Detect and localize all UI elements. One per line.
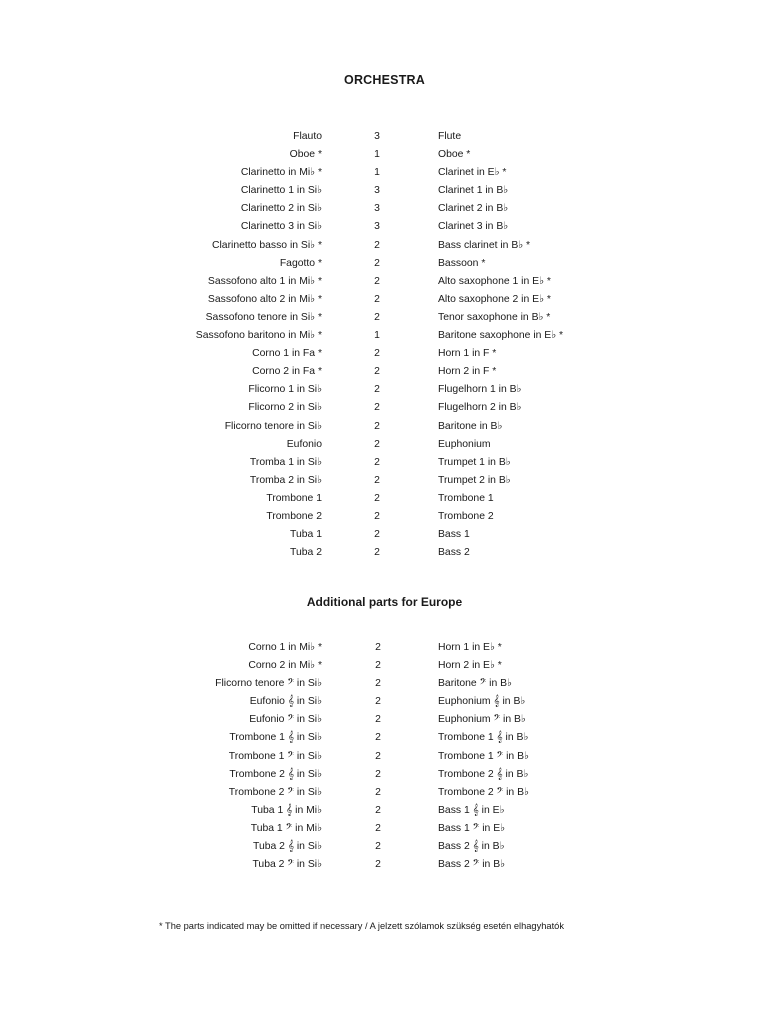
table-row [0, 255, 769, 273]
europe-instrument-table [0, 639, 769, 874]
english-name: Bass 1 [438, 529, 470, 541]
part-count: 2 [374, 438, 380, 450]
english-name: Horn 1 in E♭ * [438, 642, 502, 653]
part-count: 2 [375, 768, 381, 780]
italian-name: Clarinetto basso in Si♭ * [211, 239, 322, 251]
part-count: 2 [374, 492, 380, 504]
part-count: 2 [374, 420, 380, 432]
english-name: Euphonium 𝄞 in B♭ [438, 696, 526, 708]
table-row [0, 856, 769, 874]
english-name: Clarinet 3 in B♭ [438, 221, 509, 233]
part-count: 2 [375, 660, 381, 672]
table-row [0, 291, 769, 309]
italian-name: Tuba 2 𝄢 in Si♭ [252, 859, 322, 871]
italian-name: Eufonio 𝄢 in Si♭ [249, 714, 322, 726]
italian-name: Flicorno tenore in Si♭ [224, 420, 322, 432]
part-count: 2 [374, 275, 380, 287]
part-count: 2 [374, 311, 380, 323]
english-name: Horn 1 in F * [438, 348, 497, 360]
table-row [0, 639, 769, 657]
table-row [0, 729, 769, 747]
english-name: Trombone 1 [438, 492, 494, 504]
italian-name: Trombone 2 [266, 510, 322, 522]
table-row [0, 436, 769, 454]
part-count: 3 [374, 131, 380, 142]
table-row [0, 128, 769, 146]
part-count: 2 [374, 547, 380, 559]
table-row [0, 182, 769, 200]
english-name: Tenor saxophone in B♭ * [438, 311, 551, 323]
table-row [0, 200, 769, 218]
part-count: 2 [374, 366, 380, 378]
italian-name: Tromba 2 in Si♭ [249, 474, 322, 486]
italian-name: Trombone 2 𝄢 in Si♭ [228, 786, 322, 798]
italian-name: Flicorno tenore 𝄢 in Si♭ [215, 678, 322, 690]
part-count: 2 [374, 239, 380, 251]
italian-name: Eufonio [286, 438, 322, 450]
part-count: 2 [374, 384, 380, 396]
italian-name: Sassofono baritono in Mi♭ * [195, 330, 322, 342]
table-row [0, 748, 769, 766]
table-row [0, 345, 769, 363]
english-name: Euphonium 𝄢 in B♭ [438, 714, 526, 726]
italian-name: Trombone 1 𝄢 in Si♭ [228, 750, 322, 762]
italian-name: Clarinetto in Mi♭ * [240, 167, 322, 179]
italian-name: Sassofono tenore in Si♭ * [205, 311, 322, 323]
italian-name: Sassofono alto 2 in Mi♭ * [207, 293, 322, 305]
table-row [0, 273, 769, 291]
italian-name: Oboe * [289, 149, 322, 161]
english-name: Bass clarinet in B♭ * [438, 239, 531, 251]
part-count: 1 [374, 330, 380, 342]
english-name: Clarinet 2 in B♭ [438, 203, 509, 215]
part-count: 2 [375, 732, 381, 744]
table-row [0, 309, 769, 327]
italian-name: Sassofono alto 1 in Mi♭ * [207, 275, 322, 287]
english-name: Horn 2 in E♭ * [438, 660, 502, 672]
part-count: 1 [374, 167, 380, 179]
part-count: 2 [375, 786, 381, 798]
part-count: 3 [374, 221, 380, 233]
english-name: Euphonium [438, 438, 491, 450]
table-row [0, 146, 769, 164]
table-row [0, 472, 769, 490]
english-name: Oboe * [438, 149, 471, 161]
english-name: Baritone in B♭ [438, 420, 503, 432]
part-count: 2 [374, 402, 380, 414]
english-name: Bass 2 𝄢 in B♭ [438, 859, 506, 871]
part-count: 2 [375, 642, 381, 653]
part-count: 2 [375, 822, 381, 834]
english-name: Bassoon * [438, 257, 486, 269]
part-count: 2 [374, 293, 380, 305]
part-count: 2 [375, 859, 381, 871]
english-name: Alto saxophone 1 in E♭ * [438, 275, 551, 287]
english-name: Trumpet 1 in B♭ [438, 456, 511, 468]
italian-name: Flauto [293, 131, 322, 142]
english-name: Flugelhorn 1 in B♭ [438, 384, 522, 396]
table-row [0, 838, 769, 856]
english-name: Flute [438, 131, 462, 142]
italian-name: Trombone 1 𝄞 in Si♭ [229, 732, 322, 744]
table-row [0, 784, 769, 802]
english-name: Baritone saxophone in E♭ * [438, 330, 564, 342]
table-row [0, 454, 769, 472]
part-count: 2 [375, 804, 381, 816]
table-row [0, 657, 769, 675]
table-row [0, 711, 769, 729]
table-row [0, 218, 769, 236]
table-row [0, 363, 769, 381]
part-count: 2 [375, 841, 381, 853]
italian-name: Clarinetto 1 in Si♭ [240, 185, 322, 197]
part-count: 2 [375, 714, 381, 726]
english-name: Flugelhorn 2 in B♭ [438, 402, 522, 414]
italian-name: Tuba 1 [290, 529, 322, 541]
italian-name: Corno 2 in Fa * [252, 366, 322, 378]
italian-name: Clarinetto 3 in Si♭ [240, 221, 322, 233]
english-name: Trombone 1 𝄞 in B♭ [438, 732, 529, 744]
english-name: Trumpet 2 in B♭ [438, 474, 511, 486]
english-name: Horn 2 in F * [438, 366, 497, 378]
italian-name: Eufonio 𝄞 in Si♭ [249, 696, 322, 708]
section-title-europe: Additional parts for Europe [306, 595, 463, 609]
english-name: Bass 2 [438, 547, 470, 559]
italian-name: Flicorno 1 in Si♭ [248, 384, 322, 396]
italian-name: Tuba 1 𝄞 in Mi♭ [251, 804, 322, 816]
italian-name: Tuba 2 [290, 547, 322, 559]
english-name: Trombone 1 𝄢 in B♭ [438, 750, 529, 762]
table-row [0, 399, 769, 417]
orchestra-instrument-table [0, 128, 769, 562]
english-name: Trombone 2 [438, 510, 494, 522]
table-row [0, 526, 769, 544]
italian-name: Corno 1 in Mi♭ * [248, 642, 322, 653]
page-title: ORCHESTRA [344, 73, 425, 87]
footnote: * The parts indicated may be omitted if necessary / A jelzett szólamok szükség esetén elhagyhatók [159, 921, 564, 931]
english-name: Bass 1 𝄞 in E♭ [438, 804, 505, 816]
italian-name: Trombone 2 𝄞 in Si♭ [229, 768, 322, 780]
part-count: 2 [375, 750, 381, 762]
english-name: Trombone 2 𝄢 in B♭ [438, 786, 529, 798]
english-name: Baritone 𝄢 in B♭ [438, 678, 512, 690]
table-row [0, 381, 769, 399]
part-count: 3 [374, 203, 380, 215]
italian-name: Corno 1 in Fa * [252, 348, 322, 360]
table-row [0, 237, 769, 255]
table-row [0, 508, 769, 526]
part-count: 2 [374, 257, 380, 269]
part-count: 2 [375, 678, 381, 690]
table-row [0, 675, 769, 693]
english-name: Trombone 2 𝄞 in B♭ [438, 768, 529, 780]
part-count: 3 [374, 185, 380, 197]
part-count: 2 [375, 696, 381, 708]
english-name: Clarinet in E♭ * [438, 167, 507, 179]
italian-name: Flicorno 2 in Si♭ [248, 402, 322, 414]
part-count: 2 [374, 348, 380, 360]
english-name: Bass 2 𝄞 in B♭ [438, 841, 505, 853]
table-row [0, 418, 769, 436]
part-count: 2 [374, 510, 380, 522]
table-row [0, 766, 769, 784]
table-row [0, 693, 769, 711]
part-count: 2 [374, 456, 380, 468]
italian-name: Trombone 1 [266, 492, 322, 504]
italian-name: Tuba 1 𝄢 in Mi♭ [250, 822, 322, 834]
italian-name: Tromba 1 in Si♭ [249, 456, 322, 468]
english-name: Alto saxophone 2 in E♭ * [438, 293, 551, 305]
italian-name: Tuba 2 𝄞 in Si♭ [253, 841, 322, 853]
italian-name: Corno 2 in Mi♭ * [248, 660, 322, 672]
italian-name: Fagotto * [279, 257, 322, 269]
table-row [0, 490, 769, 508]
table-row [0, 544, 769, 562]
italian-name: Clarinetto 2 in Si♭ [240, 203, 322, 215]
part-count: 2 [374, 529, 380, 541]
table-row [0, 802, 769, 820]
table-row [0, 327, 769, 345]
part-count: 1 [374, 149, 380, 161]
english-name: Clarinet 1 in B♭ [438, 185, 509, 197]
part-count: 2 [374, 474, 380, 486]
table-row [0, 820, 769, 838]
table-row [0, 164, 769, 182]
english-name: Bass 1 𝄢 in E♭ [438, 822, 506, 834]
